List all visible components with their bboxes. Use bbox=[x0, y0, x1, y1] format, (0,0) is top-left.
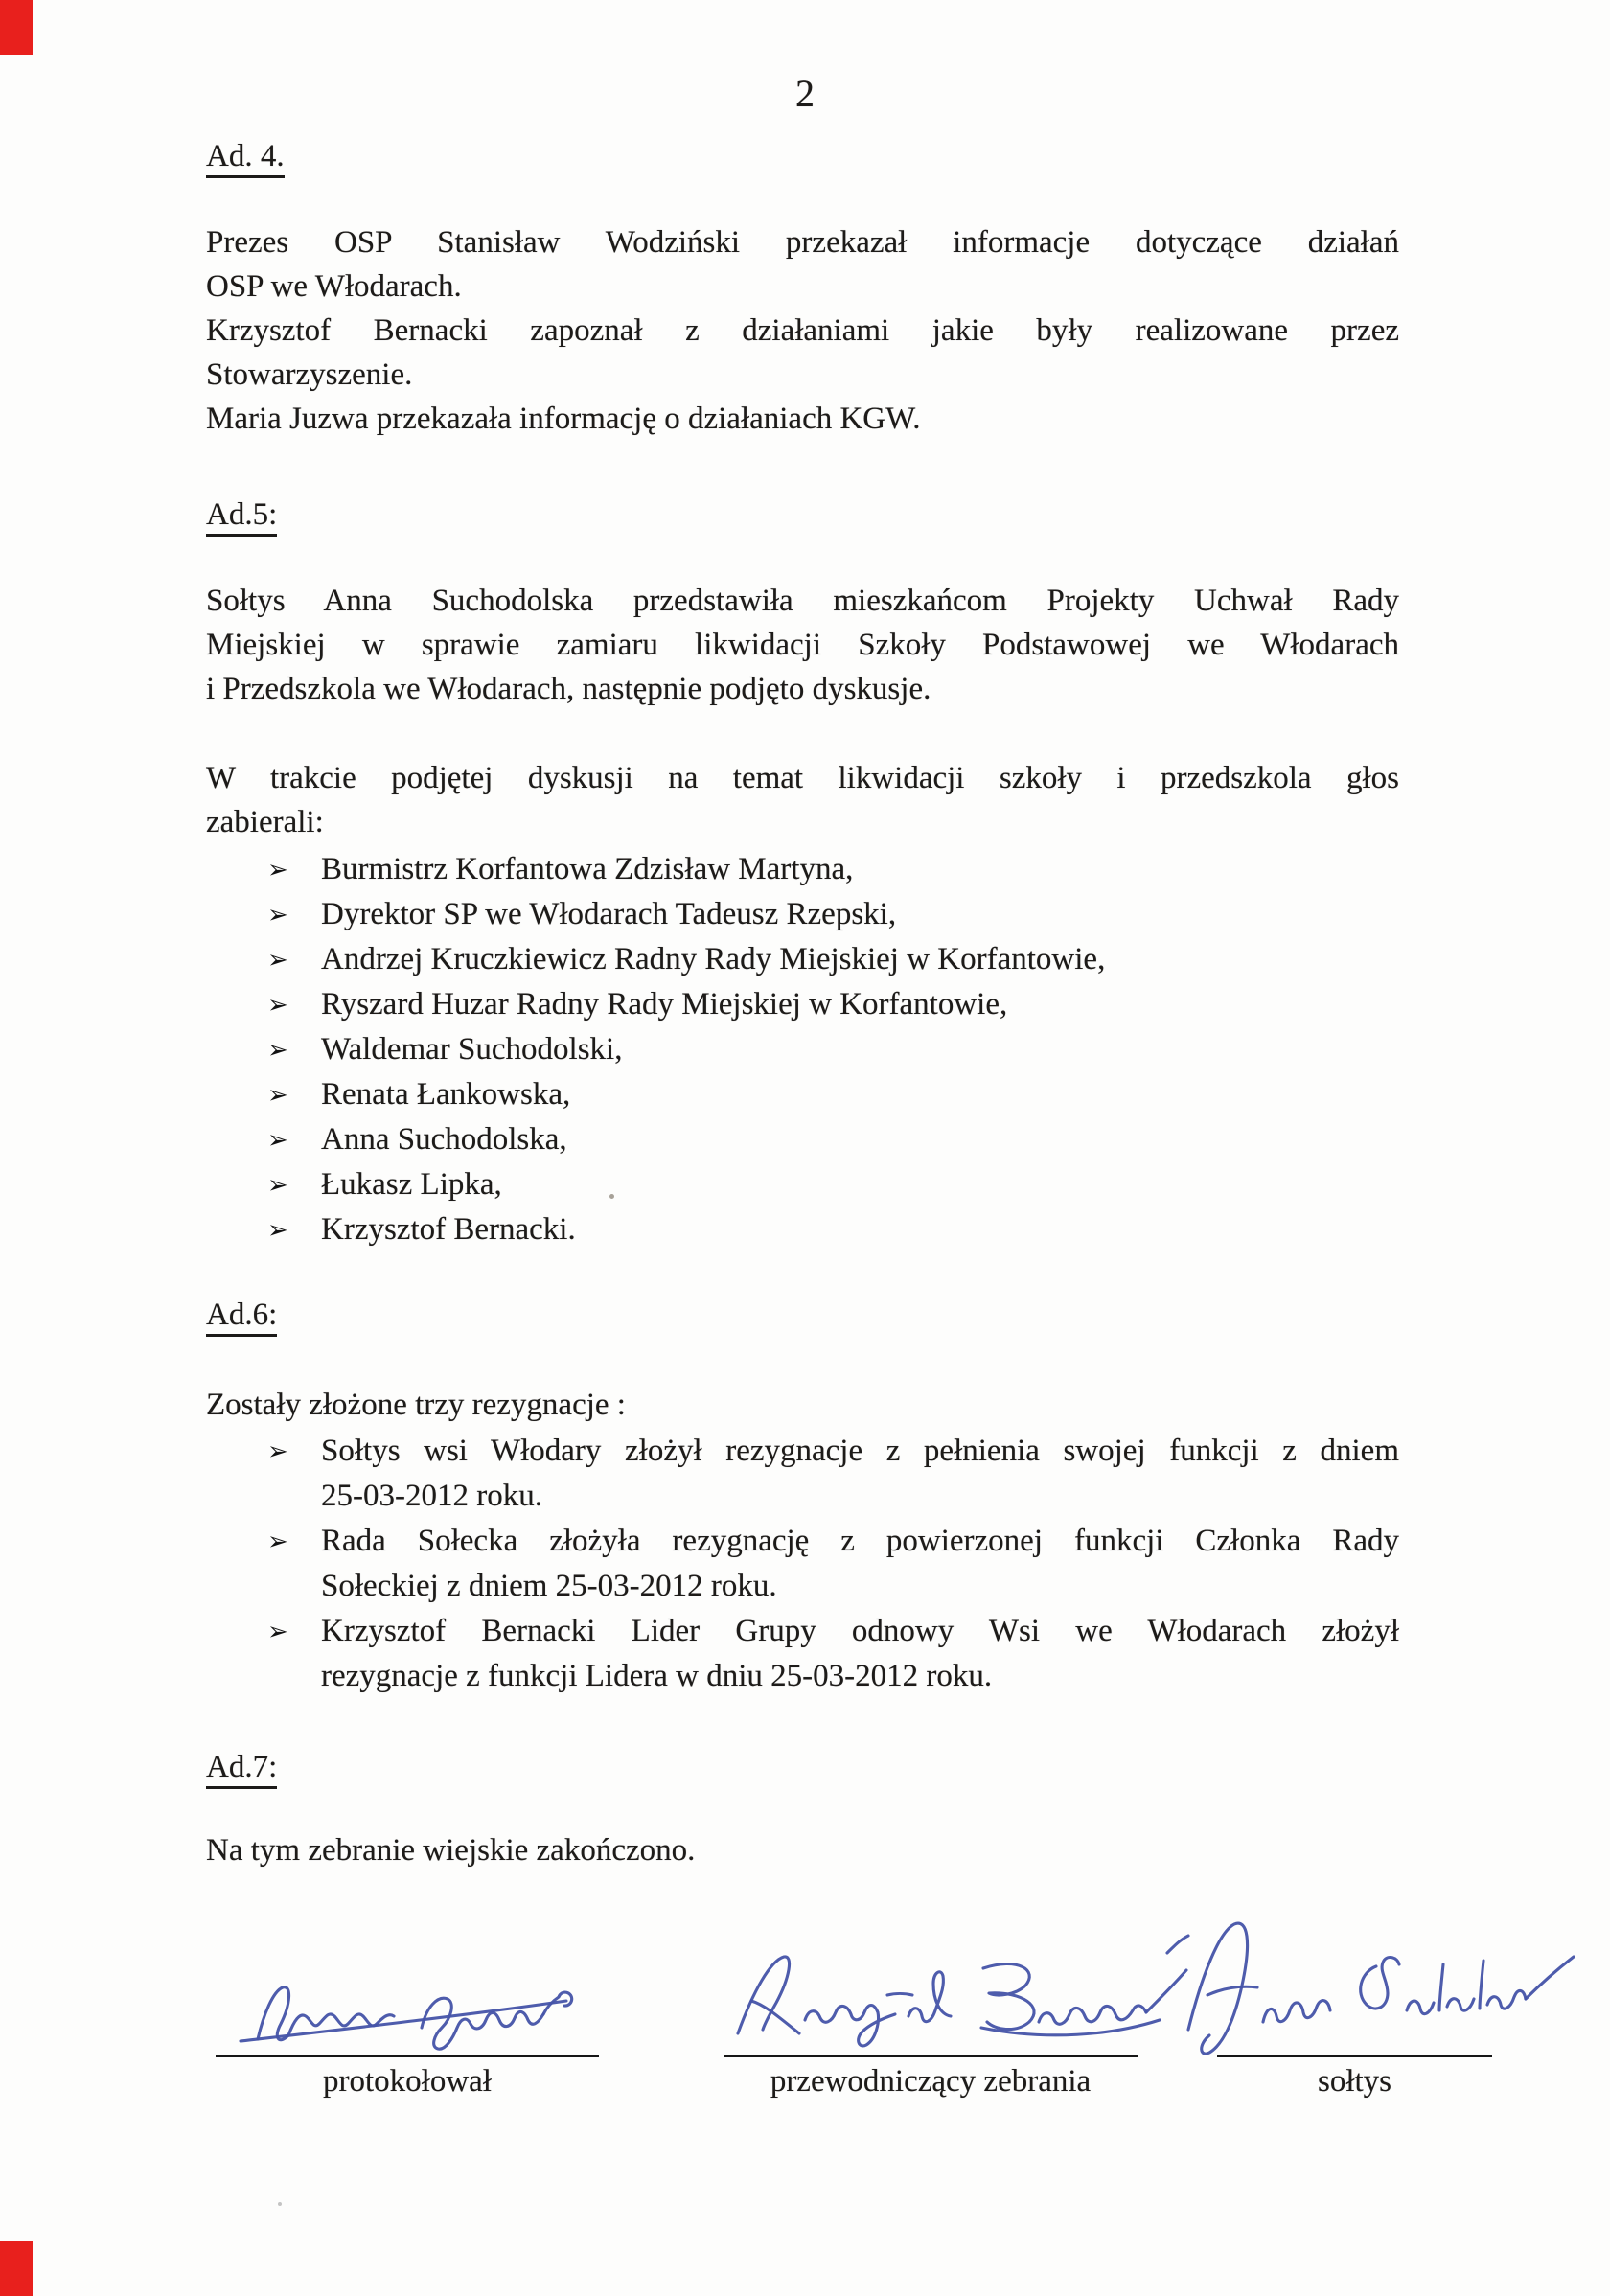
text-line: Maria Juzwa przekazała informację o działaniach KGW. bbox=[206, 402, 921, 436]
arrow-bullet-icon: ➢ bbox=[267, 1171, 288, 1200]
signature-line bbox=[216, 2055, 599, 2057]
scan-artifact-red-bottom-left bbox=[0, 2241, 33, 2296]
handwritten-signature-przewodniczacy bbox=[709, 1932, 1208, 2056]
text-line: 25-03-2012 roku. bbox=[321, 1479, 542, 1513]
list-item-text: Burmistrz Korfantowa Zdzisław Martyna, bbox=[321, 852, 854, 886]
paragraph-ad4 bbox=[206, 220, 1399, 441]
arrow-bullet-icon: ➢ bbox=[267, 991, 288, 1020]
text-line: Stowarzyszenie. bbox=[206, 357, 413, 392]
signature-line bbox=[1217, 2055, 1492, 2057]
list-item-text: Dyrektor SP we Włodarach Tadeusz Rzepski, bbox=[321, 897, 897, 931]
text-line: Rada Sołecka złożyła rezygnację z powierzonej funkcji Członka Rady bbox=[321, 1524, 1399, 1558]
arrow-bullet-icon: ➢ bbox=[267, 1036, 288, 1065]
paragraph-ad7 bbox=[206, 1828, 1399, 1872]
text-line: i Przedszkola we Włodarach, następnie podjęto dyskusje. bbox=[206, 672, 932, 706]
list-item bbox=[206, 1072, 1399, 1117]
arrow-bullet-icon: ➢ bbox=[267, 856, 288, 884]
list-item bbox=[206, 1519, 1399, 1609]
list-item bbox=[206, 1027, 1399, 1072]
list-item bbox=[206, 1609, 1399, 1699]
arrow-bullet-icon: ➢ bbox=[267, 901, 288, 930]
heading-text: Ad. 4. bbox=[206, 139, 285, 178]
text-line: rezygnacje z funkcji Lidera w dniu 25-03-2012 roku. bbox=[321, 1659, 993, 1693]
arrow-bullet-icon: ➢ bbox=[267, 1527, 288, 1556]
list-item bbox=[206, 892, 1399, 937]
text-line: Krzysztof Bernacki Lider Grupy odnowy Wsi we Włodarach złożył bbox=[321, 1614, 1399, 1648]
signature-label-przewodniczacy: przewodniczący zebrania bbox=[770, 2064, 1092, 2099]
handwritten-signature-protokolant bbox=[225, 1945, 628, 2060]
text-line: Zostały złożone trzy rezygnacje : bbox=[206, 1388, 626, 1422]
section-heading-ad5 bbox=[206, 493, 1399, 537]
handwritten-signature-soltys bbox=[1160, 1903, 1581, 2061]
list-item bbox=[206, 982, 1399, 1027]
signature-label-protokolowal: protokołował bbox=[323, 2064, 492, 2099]
resignations-list bbox=[206, 1429, 1399, 1699]
signature-line bbox=[724, 2055, 1138, 2057]
heading-text: Ad.6: bbox=[206, 1297, 277, 1337]
list-item bbox=[206, 1207, 1399, 1252]
signature-label-soltys: sołtys bbox=[1317, 2064, 1392, 2099]
section-heading-ad4 bbox=[206, 134, 1399, 178]
list-item-text: Łukasz Lipka, bbox=[321, 1167, 502, 1202]
list-item-text: Renata Łankowska, bbox=[321, 1077, 571, 1112]
arrow-bullet-icon: ➢ bbox=[267, 1618, 288, 1646]
list-item-text: Anna Suchodolska, bbox=[321, 1122, 567, 1157]
list-item-text: Andrzej Kruczkiewicz Radny Rady Miejskiej w Korfantowie, bbox=[321, 942, 1106, 976]
list-item-text: Ryszard Huzar Radny Rady Miejskiej w Korfantowie, bbox=[321, 987, 1008, 1022]
arrow-bullet-icon: ➢ bbox=[267, 1437, 288, 1466]
arrow-bullet-icon: ➢ bbox=[267, 1126, 288, 1155]
scan-artifact-red-top-left bbox=[0, 0, 33, 55]
arrow-bullet-icon: ➢ bbox=[267, 1216, 288, 1245]
list-item bbox=[206, 1117, 1399, 1162]
section-heading-ad6 bbox=[206, 1293, 1399, 1337]
speakers-list bbox=[206, 847, 1399, 1252]
list-item bbox=[206, 937, 1399, 982]
text-line: Sołtys wsi Włodary złożył rezygnacje z pełnienia swojej funkcji z dniem bbox=[321, 1434, 1399, 1468]
text-line: zabierali: bbox=[206, 805, 324, 839]
text-line: Krzysztof Bernacki zapoznał z działaniami jakie były realizowane przez bbox=[206, 313, 1399, 348]
scan-speck bbox=[278, 2202, 282, 2206]
list-item bbox=[206, 1429, 1399, 1519]
text-line: Na tym zebranie wiejskie zakończono. bbox=[206, 1833, 696, 1868]
text-line: OSP we Włodarach. bbox=[206, 269, 462, 304]
heading-text: Ad.5: bbox=[206, 497, 277, 537]
list-item bbox=[206, 847, 1399, 892]
text-line: Miejskiej w sprawie zamiaru likwidacji Szkoły Podstawowej we Włodarach bbox=[206, 628, 1399, 662]
text-line: Prezes OSP Stanisław Wodziński przekazał informacje dotyczące działań bbox=[206, 225, 1399, 260]
text-line: Sołtys Anna Suchodolska przedstawiła mieszkańcom Projekty Uchwał Rady bbox=[206, 584, 1399, 618]
list-item-text: Waldemar Suchodolski, bbox=[321, 1032, 623, 1067]
heading-text: Ad.7: bbox=[206, 1750, 277, 1789]
list-item bbox=[206, 1162, 1399, 1207]
paragraph-ad6-intro bbox=[206, 1383, 1399, 1427]
paragraph-ad5-dyskusja bbox=[206, 756, 1399, 844]
list-item-text: Krzysztof Bernacki. bbox=[321, 1212, 576, 1247]
page-number: 2 bbox=[795, 72, 815, 115]
arrow-bullet-icon: ➢ bbox=[267, 946, 288, 975]
section-heading-ad7 bbox=[206, 1745, 1399, 1789]
text-line: W trakcie podjętej dyskusji na temat likwidacji szkoły i przedszkola głos bbox=[206, 761, 1399, 795]
text-line: Sołeckiej z dniem 25-03-2012 roku. bbox=[321, 1569, 777, 1603]
arrow-bullet-icon: ➢ bbox=[267, 1081, 288, 1110]
scan-speck bbox=[610, 1194, 614, 1199]
paragraph-ad5-projekty bbox=[206, 579, 1399, 711]
